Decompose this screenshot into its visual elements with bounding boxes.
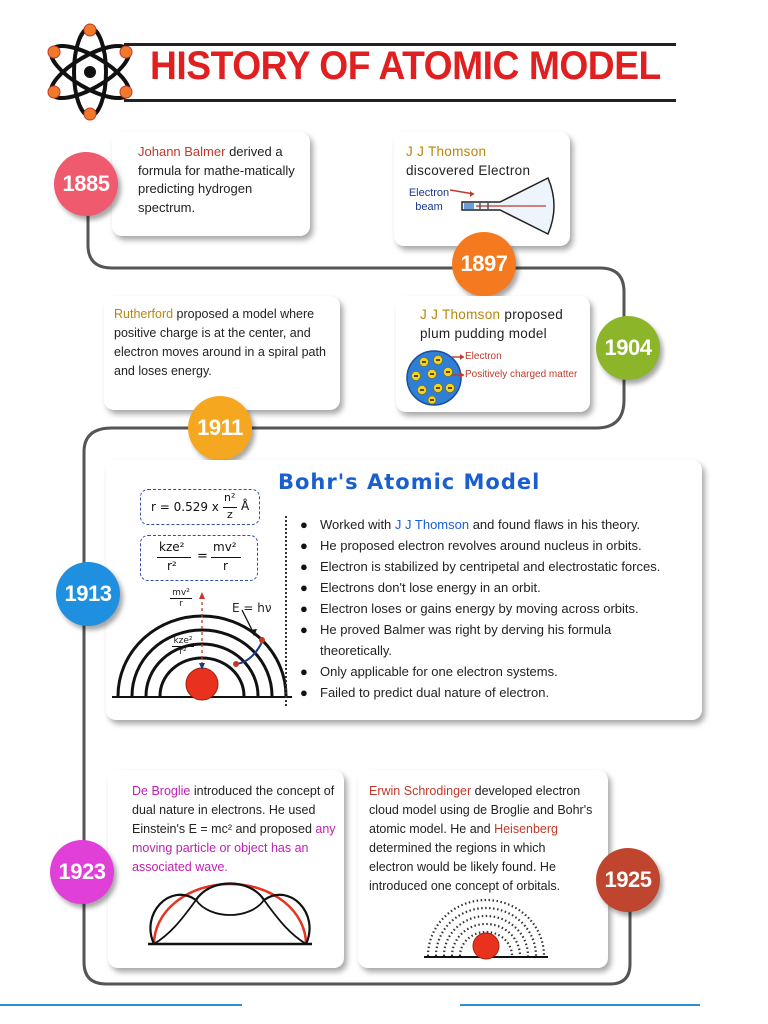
badge-1911: 1911	[188, 396, 252, 460]
diagram-r2: r²	[179, 647, 187, 657]
plum-pudding-label: plum pudding model	[420, 326, 547, 341]
thomson-1904-name: J J Thomson	[420, 307, 501, 322]
formula-r: r	[223, 559, 228, 573]
formula-angstrom: Å	[241, 499, 250, 513]
rutherford-text: proposed a model where positive charge is at the center, and electron moves around in a spiral path and loses energy.	[114, 307, 326, 378]
formula-r2: r²	[167, 559, 177, 573]
schrodinger-text2: determined the regions in which electron would be likely found. He introduced one concept of orbitals.	[369, 841, 561, 893]
badge-1923: 1923	[50, 840, 114, 904]
formula-equals: =	[197, 549, 208, 564]
atom-logo-icon	[40, 22, 140, 122]
bohr-bullet: ● He proposed electron revolves around nucleus in orbits.	[300, 535, 700, 556]
card-1925-text	[369, 782, 593, 896]
diagram-mv2: mv²	[170, 588, 192, 599]
diagram-kze2: kze²	[173, 636, 193, 646]
cathode-ray-label	[406, 186, 452, 214]
bohr-bullet: ● Electron is stabilized by centripetal and electrostatic forces.	[300, 556, 700, 577]
card-1923-text	[132, 782, 342, 877]
electron-cloud-icon	[424, 890, 548, 962]
formula-radius	[140, 489, 260, 525]
schrodinger-text1: developed electron cloud model using de Broglie and Bohr's atomic model. He and	[369, 784, 593, 836]
formula-n2: n²	[224, 491, 236, 504]
bohr-bullet: ● Only applicable for one electron systems.	[300, 661, 700, 682]
bohr-bullet: ● Failed to predict dual nature of electron.	[300, 682, 700, 703]
header-rule-bottom	[124, 99, 676, 102]
diagram-r: r	[179, 599, 183, 609]
badge-1897: 1897	[452, 232, 516, 296]
balmer-name: Johann Balmer	[138, 144, 226, 159]
bohr-bullet: ● Electron loses or gains energy by moving across orbits.	[300, 598, 700, 619]
badge-1925: 1925	[596, 848, 660, 912]
formula-mv2: mv²	[213, 540, 237, 554]
formula-right-bar	[211, 557, 241, 558]
bullet1-pre: Worked with	[320, 517, 395, 532]
badge-1913: 1913	[56, 562, 120, 626]
bullet1-name: J J Thomson	[394, 517, 470, 532]
de-broglie-wave-icon	[140, 874, 320, 950]
debroglie-highlight: any moving particle or object has an associated wave.	[132, 822, 336, 874]
plum-legend-electron: Electron	[465, 351, 502, 362]
bohr-heading: Bohr's Atomic Model	[278, 470, 541, 494]
badge-1885: 1885	[54, 152, 118, 216]
bohr-bullet: ● Electrons don't lose energy in an orbit.	[300, 577, 700, 598]
diagram-mv2-label	[170, 588, 192, 609]
schrodinger-name: Erwin Schrodinger	[369, 784, 472, 798]
thomson-1904-text: proposed	[500, 307, 564, 322]
heisenberg-name: Heisenberg	[494, 822, 558, 836]
bohr-divider	[285, 516, 287, 706]
page-title: HISTORY OF ATOMIC MODEL	[150, 44, 661, 88]
card-1904-text	[420, 305, 590, 343]
debroglie-text: introduced the concept of dual nature in electrons. He used Einstein's E = mc² and proposed	[132, 784, 335, 836]
thomson-1897-name: J J Thomson	[406, 144, 487, 159]
balmer-text: derived a formula for mathe-matically predicting hydrogen spectrum.	[138, 144, 295, 215]
bullet1-post: and found flaws in his theory.	[469, 517, 641, 532]
card-1885-text	[138, 143, 298, 217]
diagram-energy-label: E = hν	[232, 601, 272, 615]
bohr-bullet: ● He proved Balmer was right by derving his formula theoretically.	[300, 619, 650, 661]
plum-legend-positive: Positively charged matter	[465, 369, 578, 380]
thomson-1897-text: discovered Electron	[406, 162, 531, 178]
bohr-bullet-list	[300, 514, 700, 703]
diagram-kze2-label	[172, 636, 194, 657]
formula-z: z	[227, 508, 233, 521]
formula-force-balance	[140, 535, 258, 581]
formula-left-bar	[157, 557, 191, 558]
cathode-label-beam: beam	[415, 201, 443, 213]
formula-kze2: kze²	[159, 540, 185, 554]
card-1911-text	[114, 305, 336, 381]
cathode-ray-tube-icon	[450, 172, 562, 238]
cathode-label-electron: Electron	[408, 187, 450, 199]
formula-radius-lhs: r = 0.529 x	[151, 500, 219, 514]
badge-1904: 1904	[596, 316, 660, 380]
rutherford-name: Rutherford	[114, 307, 174, 321]
debroglie-name: De Broglie	[132, 784, 191, 798]
bohr-bullet	[300, 514, 700, 535]
